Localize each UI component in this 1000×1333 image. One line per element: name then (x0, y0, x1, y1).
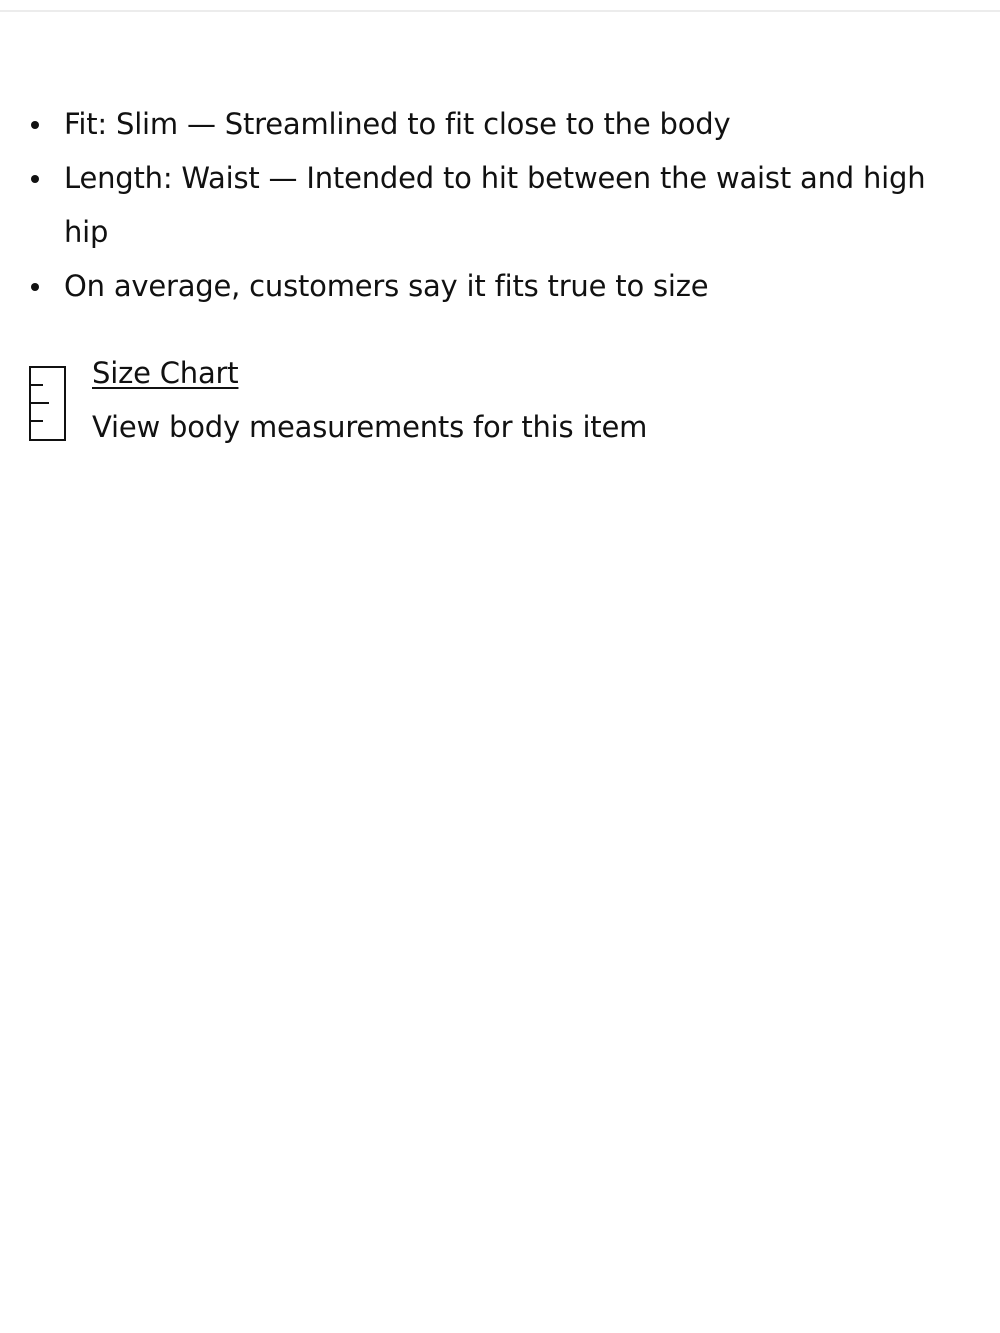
bullet-icon (31, 283, 39, 291)
ruler-icon (29, 366, 67, 442)
size-chart-link[interactable]: Size Chart (92, 356, 239, 390)
size-feedback-text: On average, customers say it fits true to size (64, 269, 709, 303)
bullet-icon (31, 175, 39, 183)
fit-detail-item (0, 97, 960, 151)
size-feedback-item (0, 259, 960, 313)
bullet-icon (31, 121, 39, 129)
length-detail-text: Length: Waist — Intended to hit between the waist and high hip (64, 161, 926, 249)
length-detail-item (0, 151, 960, 259)
top-divider (0, 10, 1000, 12)
fit-details-list (0, 97, 960, 313)
size-chart-section (29, 346, 929, 456)
fit-detail-text: Fit: Slim — Streamlined to fit close to the body (64, 107, 731, 141)
size-chart-description: View body measurements for this item (92, 410, 648, 444)
